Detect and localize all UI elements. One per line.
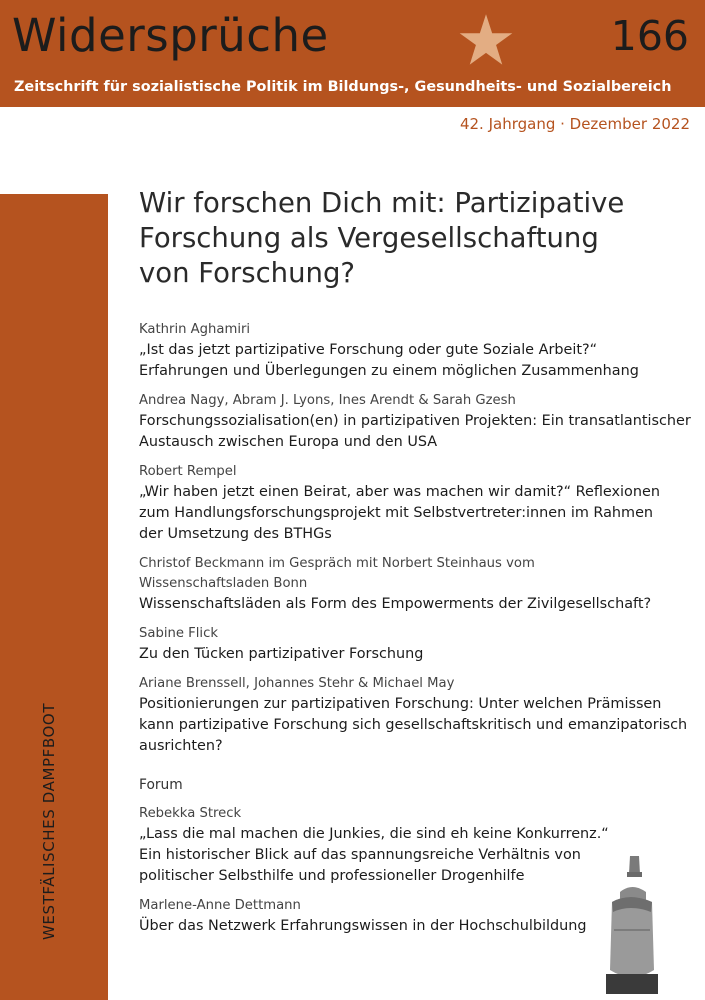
entry-author: Kathrin Aghamiri (139, 322, 251, 337)
volume-date-line: 42. Jahrgang · Dezember 2022 (459, 115, 690, 133)
entry-author: Robert Rempel (139, 464, 237, 479)
publisher-name: WESTFÄLISCHES DAMPFBOOT (40, 702, 58, 940)
magazine-title: Widersprüche (12, 9, 329, 62)
toc-entry (139, 554, 694, 615)
magazine-subtitle: Zeitschrift für sozialistische Politik im Bildungs-, Gesundheits- und Sozialbereich (14, 79, 672, 95)
entry-author: Rebekka Streck (139, 806, 242, 821)
entry-title-line: zum Handlungsforschungsprojekt mit Selbstvertreter:innen im Rahmen (139, 505, 654, 521)
header-band (0, 0, 705, 107)
toc-entry (139, 624, 694, 665)
entry-title-line: Ein historischer Blick auf das spannungsreiche Verhältnis von (139, 847, 581, 863)
entry-title-line: Über das Netzwerk Erfahrungswissen in der Hochschulbildung (139, 918, 587, 934)
entry-title-line: Austausch zwischen Europa und den USA (139, 434, 438, 450)
entry-title-line: Forschungssozialisation(en) in partizipativen Projekten: Ein transatlantischer (139, 413, 691, 429)
entry-title-line: Erfahrungen und Überlegungen zu einem möglichen Zusammenhang (139, 363, 639, 379)
entry-title-line: der Umsetzung des BTHGs (139, 526, 332, 542)
issue-number: 166 (610, 12, 689, 60)
star-icon (458, 12, 514, 68)
main-title-line: von Forschung? (139, 257, 356, 289)
entry-author: Sabine Flick (139, 626, 218, 641)
entry-title-line: „Lass die mal machen die Junkies, die sind eh keine Konkurrenz.“ (139, 826, 609, 842)
toc-entry (139, 391, 694, 453)
entry-author: Ariane Brenssell, Johannes Stehr & Michael May (139, 676, 455, 691)
main-title-line: Wir forschen Dich mit: Partizipative (139, 187, 625, 219)
forum-section-label: Forum (139, 777, 183, 793)
entry-author: Andrea Nagy, Abram J. Lyons, Ines Arendt & Sarah Gzesh (139, 393, 516, 408)
entry-title-line: „Ist das jetzt partizipative Forschung oder gute Soziale Arbeit?“ (139, 342, 598, 358)
entry-title-line: Positionierungen zur partizipativen Forschung: Unter welchen Prämissen (139, 696, 662, 712)
toc-entry (139, 320, 694, 382)
entry-author: Wissenschaftsladen Bonn (139, 576, 308, 591)
entry-title-line: Wissenschaftsläden als Form des Empowerments der Zivilgesellschaft? (139, 596, 652, 612)
main-title-line: Forschung als Vergesellschaftung (139, 222, 599, 254)
steamboat-logo-icon (602, 852, 662, 994)
entry-author: Marlene-Anne Dettmann (139, 898, 301, 913)
entry-author: Christof Beckmann im Gespräch mit Norbert Steinhaus vom (139, 556, 535, 571)
toc-entry (139, 674, 694, 757)
toc-entry (139, 462, 694, 545)
entry-title-line: „Wir haben jetzt einen Beirat, aber was machen wir damit?“ Reflexionen (139, 484, 660, 500)
entry-title-line: kann partizipative Forschung sich gesellschaftskritisch und emanzipatorisch (139, 717, 688, 733)
issue-main-title (139, 186, 699, 291)
entry-title-line: Zu den Tücken partizipativer Forschung (139, 646, 424, 662)
entry-title-line: ausrichten? (139, 738, 223, 754)
entry-title-line: politischer Selbsthilfe und professioneller Drogenhilfe (139, 868, 525, 884)
